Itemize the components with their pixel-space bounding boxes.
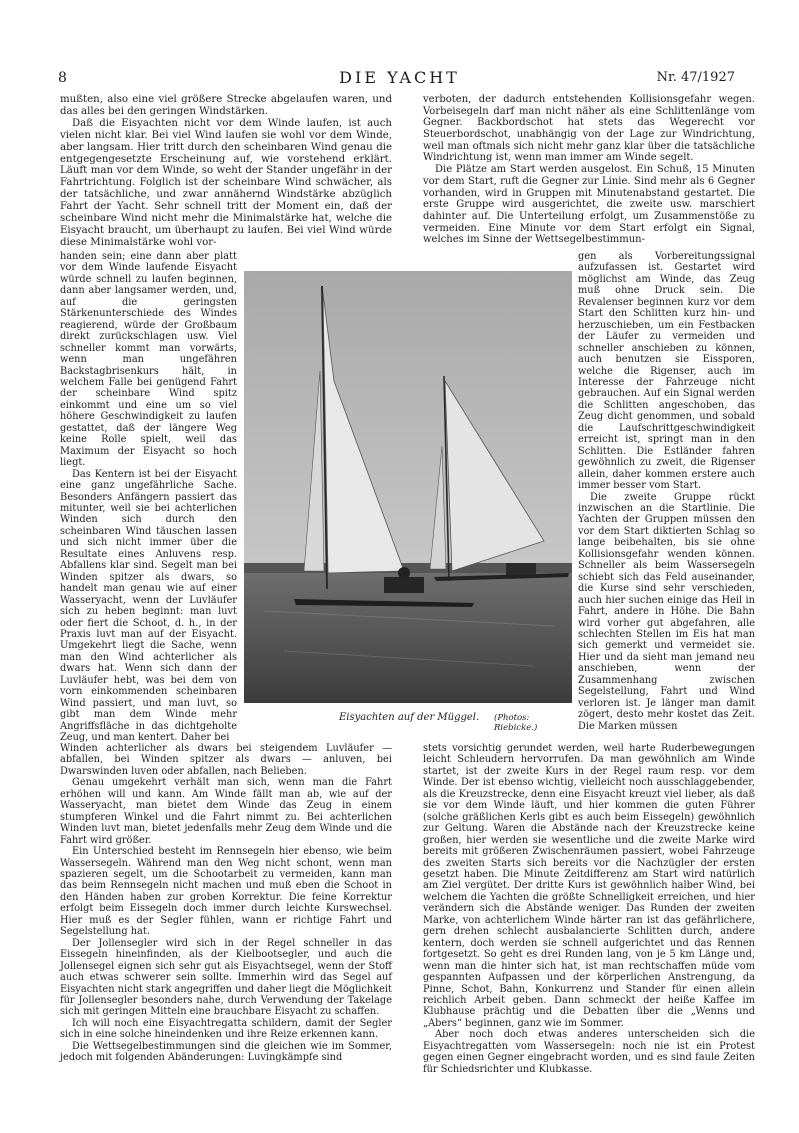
right-wrap-column	[578, 251, 755, 732]
right-column-bottom	[423, 743, 755, 1075]
paragraph: handen sein; eine dann aber platt vor dem Winde laufende Eisyacht würde schnell zu laufen beginnen, dann aber langsamer werden, und, auf die geringsten Stärkenunterschiede des Windes reagierend, würde der Großbaum direkt zurückschlagen usw. Viel schneller kommt man vorwärts, wenn man ungefähren Backstagbrisenkurs hält, in welchem Falle bei genügend Fahrt der scheinbare Wind spitz einkommt und eine um so viel höhere Geschwindigkeit zu laufen gestattet, daß der längere Weg keine Rolle spielt, weil das Maximum der Eisyacht so hoch liegt.	[60, 251, 237, 469]
photo-credit: (Photos: Riebicke.)	[494, 713, 538, 733]
right-column-top	[423, 94, 755, 246]
paragraph: Daß die Eisyachten nicht vor dem Winde laufen, ist auch vielen nicht klar. Bei viel Wind laufen sie wohl vor dem Winde, aber langsam. Hier tritt durch den scheinbaren Wind genau die entgegengesetzte Erscheinung auf, wie vorstehend erklärt. Läuft man vor dem Winde, so weht der Stander ungefähr in der Fahrtrichtung. Folglich ist der scheinbare Wind schwächer, als der tatsächliche, und zwar annähernd Windstärke abzüglich Fahrt der Yacht. Sehr schnell tritt der Moment ein, daß der scheinbare Wind nicht mehr die Minimalstärke hat, welche die Eisyacht braucht, um überhaupt zu laufen. Bei viel Wind würde diese Minimalstärke wohl vor-	[60, 117, 392, 248]
left-wrap-column	[60, 251, 237, 743]
left-column-top	[60, 94, 392, 249]
paragraph: Die zweite Gruppe rückt inzwischen an die Startlinie. Die Yachten der Gruppen müssen den vor dem Start diktierten Schlag so lange beibehalten, bis sie ohne Kollisionsgefahr wenden können. Schneller als beim Wassersegeln schiebt sich das Feld auseinander, die Kurse sind sehr verschieden, auch hier suchen einige das Heil in Fahrt, andere in Höhe. Die Bahn wird vorher gut abgefahren, alle schlechten Stellen im Eis hat man sich gemerkt und vermeidet sie. Hier und da sieht man jemand neu anschieben, wenn der Zusammenhang zwischen Segelstellung, Fahrt und Wind verloren ist. Je länger man damit zögert, desto mehr kostet das Zeit. Die Marken müssen	[578, 491, 755, 732]
running-title: DIE YACHT	[339, 68, 460, 87]
issue-number: Nr. 47/1927	[656, 70, 735, 85]
paragraph: Ein Unterschied besteht im Rennsegeln hier ebenso, wie beim Wassersegeln. Während man den Weg nicht schont, wenn man spazieren segelt, um die Schootarbeit zu vermeiden, kann man das beim Rennsegeln nicht machen und muß eben die Schoot in den Händen haben zur groben Korrektur. Die feine Korrektur erfolgt beim Eissegeln doch immer durch leichte Kurswechsel. Hier muß es der Segler fühlen, wann er richtige Fahrt und Segelstellung hat.	[60, 846, 392, 938]
page-number: 8	[58, 70, 67, 86]
paragraph: verboten, der dadurch entstehenden Kollisionsgefahr wegen. Vorbeisegeln darf man nicht näher als eine Schlittenlänge vom Gegner. Backbordschot hat stets das Wegerecht vor Steuerbordschot, unabhängig von der Lage zur Windrichtung, weil man oftmals sich nicht mehr ganz klar über die tatsächliche Windrichtung ist, wenn man immer am Winde segelt.	[423, 94, 755, 164]
paragraph: Der Jollensegler wird sich in der Regel schneller in das Eissegeln hineinfinden, als der Kielbootsegler, und auch die Jollensegel eignen sich sehr gut als Eisyachtsegel, wenn der Stoff auch etwas schwerer sein sollte. Immerhin wird das Segel auf Eisyachten nicht stark angegriffen und daher liegt die Möglichkeit für Jollensegler besonders nahe, durch Verwendung der Takelage sich mit geringen Mitteln eine brauchbare Eisyacht zu schaffen.	[60, 937, 392, 1018]
paragraph: Winden achterlicher als dwars bei steigendem Luvläufer — abfallen, bei Winden spitzer als dwars — anluven, bei Dwarswinden luven oder abfallen, nach Belieben.	[60, 743, 392, 777]
paragraph: Die Plätze am Start werden ausgelost. Ein Schuß, 15 Minuten vor dem Start, ruft die Gegner zur Linie. Sind mehr als 6 Gegner vorhanden, wird in Gruppen mit Minutenabstand gestartet. Die erste Gruppe wird ausgerichtet, die zweite usw. marschiert dahinter auf. Die Unterteilung erfolgt, um Zusammenstöße zu vermeiden. Eine Minute vor dem Start erfolgt ein Signal, welches im Sinne der Wettsegelbestimmun-	[423, 164, 755, 246]
paragraph: Das Kentern ist bei der Eisyacht eine ganz ungefährliche Sache. Besonders Anfängern passiert das mitunter, weil sie bei achterlichen Winden sich durch den scheinbaren Wind täuschen lassen und sich nicht immer über die Resultate eines Anluvens resp. Abfallens klar sind. Segelt man bei Winden spitzer als dwars, so handelt man genau wie auf einer Wasseryacht, wenn der Luvläufer sich zu heben beginnt: man luvt oder fiert die Schoot, d. h., in der Praxis luvt man auf der Eisyacht. Umgekehrt liegt die Sache, wenn man den Wind achterlicher als dwars hat. Wenn sich dann der Luvläufer hebt, was bei dem von vorn einkommenden scheinbaren Wind passiert, und man luvt, so gibt man dem Winde mehr Angriffsfläche in das dichtgeholte Zeug, und man kentert. Daher bei	[60, 468, 237, 744]
paragraph: Ich will noch eine Eisyachtregatta schildern, damit der Segler sich in eine solche hineindenken und ihre Reize erkennen kann.	[60, 1017, 392, 1041]
left-column-bottom	[60, 743, 392, 1064]
paragraph: Die Wettsegelbestimmungen sind die gleichen wie im Sommer, jedoch mit folgenden Abänderungen: Luvingkämpfe sind	[60, 1040, 392, 1064]
paragraph: mußten, also eine viel größere Strecke abgelaufen waren, und das alles bei den geringen Windstärken.	[60, 94, 392, 117]
paragraph: Genau umgekehrt verhält man sich, wenn man die Fahrt erhöhen will und kann. Am Winde fällt man ab, wie auf der Wasseryacht, man bietet dem Winde das Zeug in einem stumpferen Winkel und die Fahrt nimmt zu. Bei achterlichen Winden luvt man, bietet jedenfalls mehr Zeug dem Winde und die Fahrt wird größer.	[60, 777, 392, 846]
ice-yacht-photo	[244, 271, 572, 703]
paragraph: gen als Vorbereitungssignal aufzufassen ist. Gestartet wird möglichst am Winde, das Zeug muß ohne Druck sein. Die Revalenser beginnen kurz vor dem Start den Schlitten kurz hin- und herzuschieben, um ein Festbacken der Läufer zu vermeiden und schneller anschieben zu können, auch benutzen sie Eissporen, welche die Rigenser, auch im Interesse der Fahrzeuge nicht gebrauchen. Auf ein Signal werden die Schlitten angeschoben, das Zeug dicht genommen, und sobald die Laufschrittgeschwindigkeit erreicht ist, springt man in den Schlitten. Die Estländer fahren gewöhnlich zu zweit, die Rigenser allein, daher kommen erstere auch immer besser vom Start.	[578, 251, 755, 492]
caption-title: Eisyachten auf der Müggel.	[339, 712, 480, 723]
paragraph: Aber noch doch etwas anderes unterscheiden sich die Eisyachtregatten vom Wassersegeln: noch nie ist ein Protest gegen einen Gegner eingebracht worden, und es sind faule Zeiten für Schiedsrichter und Klubkasse.	[423, 1029, 755, 1075]
paragraph: stets vorsichtig gerundet werden, weil harte Ruderbewegungen leicht Schleudern hervorrufen. Da man gewöhnlich am Winde startet, ist der zweite Kurs in der Regel raum resp. vor dem Winde. Der ist ebenso wichtig, vielleicht noch ausschlaggebender, als die Kreuzstrecke, denn eine Eisyacht kreuzt viel lieber, als daß sie vor dem Winde läuft, und hier kommen die guten Führer (solche gräßlichen Kerls gibt es auch beim Eissegeln) gewöhnlich zur Geltung. Waren die Abstände nach der Kreuzstrecke keine großen, hier werden sie wesentliche und die zweite Marke wird bereits mit größeren Zwischenräumen passiert, wobei Fahrzeuge des zweiten Starts sich bereits vor die Nachzügler der ersten gesetzt haben. Die Minute Zeitdifferenz am Start wird natürlich am Ziel vergütet. Der dritte Kurs ist gewöhnlich halber Wind, bei welchem die Yachten die größte Schnelligkeit erreichen, und hier verändern sich die Abstände weniger. Das Runden der zweiten Marke, von achterlichem Winde härter ran ist das gefährlichere, gern drehen schlecht ausbalancierte Schlitten durch, andere kentern, doch werden sie schnell aufgerichtet und das Rennen fortgesetzt. So geht es drei Runden lang, von je 5 km Länge und, wenn man die hinter sich hat, ist man rechtschaffen müde vom gespannten Aufpassen und der körperlichen Anstrengung, da Pinne, Schot, Bahn, Konkurrenz und Stander für einen allein reichlich Arbeit geben. Dann schmeckt der heiße Kaffee im Klubhause prächtig und die Debatten über die „Wenns und „Abers“ beginnen, ganz wie im Sommer.	[423, 743, 755, 1029]
